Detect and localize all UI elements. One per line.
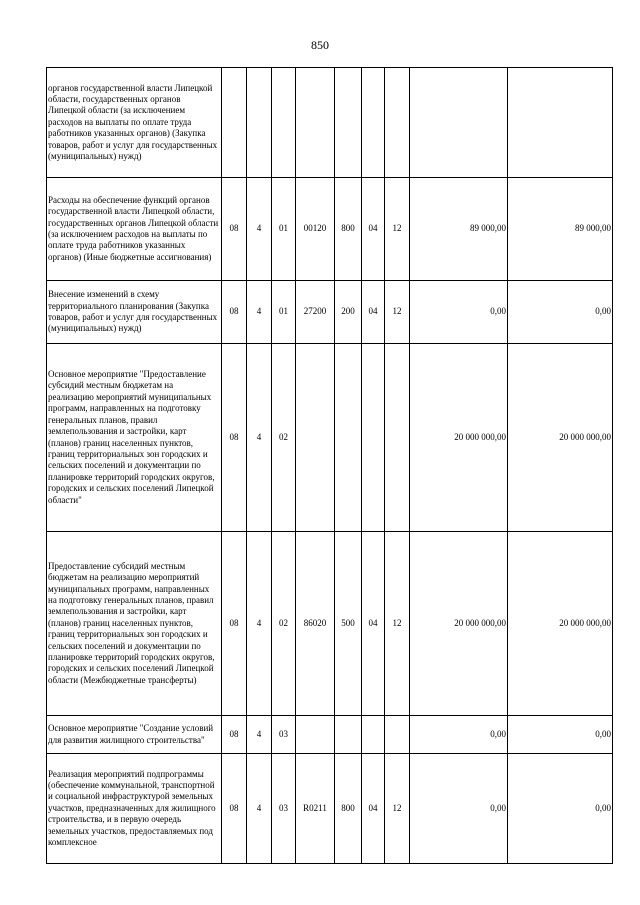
section-cell: 04 — [362, 532, 385, 716]
section-code-cell: 08 — [222, 532, 247, 716]
row-name-cell: Внесение изменений в схему территориального планирования (Закупка товаров, работ и услуг для государственных (муниципальных) нужд) — [47, 281, 222, 344]
section-code-cell — [222, 68, 247, 178]
direction-code-cell: R0211 — [296, 754, 335, 864]
subprogram-code-cell: 03 — [272, 754, 296, 864]
amount-cell-1: 20 000 000,00 — [410, 344, 508, 532]
section-code-cell: 08 — [222, 716, 247, 754]
subsection-cell: 12 — [385, 281, 410, 344]
table-row — [47, 281, 613, 344]
subprogram-code-cell: 02 — [272, 532, 296, 716]
amount-cell-1 — [410, 68, 508, 178]
row-name-cell: органов государственной власти Липецкой области, государственных органов Липецкой области (за исключением расходов на выплаты по оплате труда работников указанных органов) (Закупка товаров, работ и услуг для государственных (муниципальных) нужд) — [47, 68, 222, 178]
section-cell: 04 — [362, 281, 385, 344]
table-row — [47, 68, 613, 178]
section-cell: 04 — [362, 178, 385, 281]
subprogram-code-cell: 02 — [272, 344, 296, 532]
subsection-cell — [385, 344, 410, 532]
subprogram-code-cell: 01 — [272, 281, 296, 344]
section-cell — [362, 344, 385, 532]
expense-type-cell: 500 — [335, 532, 362, 716]
expense-type-cell — [335, 68, 362, 178]
amount-cell-2: 0,00 — [508, 754, 613, 864]
direction-code-cell: 27200 — [296, 281, 335, 344]
program-code-cell: 4 — [247, 532, 272, 716]
row-name-cell: Основное мероприятие "Предоставление субсидий местным бюджетам на реализацию мероприятий муниципальных программ, направленных на подготовку генеральных планов, правил землепользования и застройки, карт (планов) границ населенных пунктов, границ территориальных зон городских и сельских поселений и документации по планировке территорий городских округов, городских и сельских поселений Липецкой области" — [47, 344, 222, 532]
subsection-cell — [385, 716, 410, 754]
subsection-cell — [385, 68, 410, 178]
subsection-cell: 12 — [385, 178, 410, 281]
direction-code-cell: 86020 — [296, 532, 335, 716]
section-cell — [362, 716, 385, 754]
direction-code-cell — [296, 68, 335, 178]
subprogram-code-cell: 03 — [272, 716, 296, 754]
table-row — [47, 344, 613, 532]
amount-cell-1: 89 000,00 — [410, 178, 508, 281]
amount-cell-2 — [508, 68, 613, 178]
table-row — [47, 178, 613, 281]
table-row — [47, 754, 613, 864]
amount-cell-1: 20 000 000,00 — [410, 532, 508, 716]
amount-cell-1: 0,00 — [410, 754, 508, 864]
budget-table — [46, 67, 613, 864]
row-name-cell: Предоставление субсидий местным бюджетам на реализацию мероприятий муниципальных программ, направленных на подготовку генеральных планов, правил землепользования и застройки, карт (планов) границ населенных пунктов, границ территориальных зон городских и сельских поселений и документации по планировке территорий городских округов, городских и сельских поселений Липецкой области (Межбюджетные трансферты) — [47, 532, 222, 716]
section-code-cell: 08 — [222, 281, 247, 344]
expense-type-cell: 800 — [335, 754, 362, 864]
amount-cell-2: 89 000,00 — [508, 178, 613, 281]
program-code-cell — [247, 68, 272, 178]
amount-cell-2: 0,00 — [508, 281, 613, 344]
direction-code-cell: 00120 — [296, 178, 335, 281]
budget-table-body — [47, 68, 613, 864]
program-code-cell: 4 — [247, 754, 272, 864]
row-name-cell: Основное мероприятие "Создание условий для развития жилищного строительства" — [47, 716, 222, 754]
table-row — [47, 532, 613, 716]
expense-type-cell: 200 — [335, 281, 362, 344]
table-row — [47, 716, 613, 754]
amount-cell-1: 0,00 — [410, 281, 508, 344]
page-number: 850 — [311, 38, 329, 52]
subsection-cell: 12 — [385, 754, 410, 864]
program-code-cell: 4 — [247, 716, 272, 754]
expense-type-cell: 800 — [335, 178, 362, 281]
program-code-cell: 4 — [247, 178, 272, 281]
expense-type-cell — [335, 344, 362, 532]
subsection-cell: 12 — [385, 532, 410, 716]
program-code-cell: 4 — [247, 281, 272, 344]
section-code-cell: 08 — [222, 344, 247, 532]
amount-cell-1: 0,00 — [410, 716, 508, 754]
program-code-cell: 4 — [247, 344, 272, 532]
row-name-cell: Реализация мероприятий подпрограммы (обеспечение коммунальной, транспортной и социальной инфраструктурой земельных участков, предназначенных для жилищного строительства, и в первую очередь земельных участков, предоставляемых под комплексное — [47, 754, 222, 864]
section-cell — [362, 68, 385, 178]
row-name-cell: Расходы на обеспечение функций органов государственной власти Липецкой области, государственных органов Липецкой области (за исключением расходов на выплаты по оплате труда работников указанных органов) (Иные бюджетные ассигнования) — [47, 178, 222, 281]
section-code-cell: 08 — [222, 178, 247, 281]
direction-code-cell — [296, 344, 335, 532]
direction-code-cell — [296, 716, 335, 754]
subprogram-code-cell — [272, 68, 296, 178]
section-code-cell: 08 — [222, 754, 247, 864]
amount-cell-2: 20 000 000,00 — [508, 532, 613, 716]
subprogram-code-cell: 01 — [272, 178, 296, 281]
section-cell: 04 — [362, 754, 385, 864]
amount-cell-2: 20 000 000,00 — [508, 344, 613, 532]
amount-cell-2: 0,00 — [508, 716, 613, 754]
expense-type-cell — [335, 716, 362, 754]
